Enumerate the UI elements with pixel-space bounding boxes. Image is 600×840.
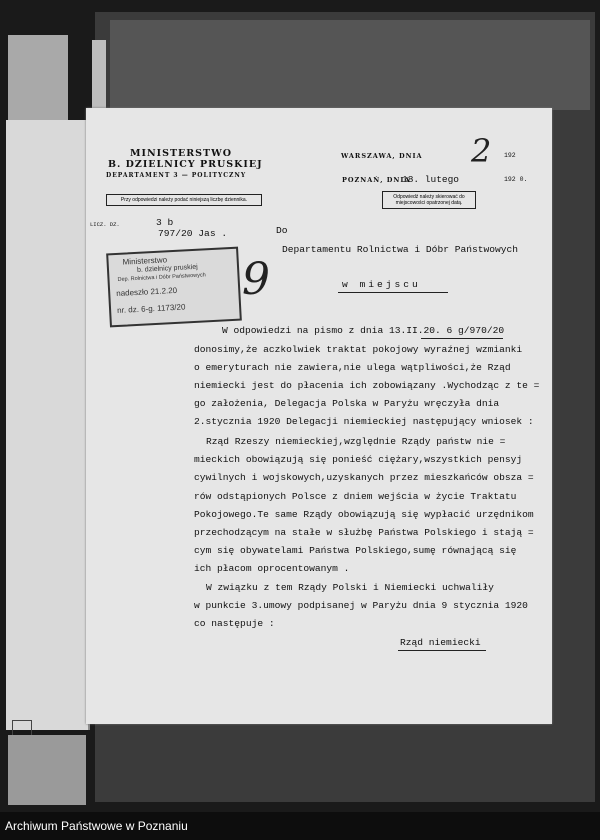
reference-label: LICZ. DZ. [90, 221, 120, 228]
document-sheet [86, 108, 552, 724]
recipient-underline [338, 292, 448, 293]
city-poznan-label: POZNAŃ, DNIA [342, 176, 411, 184]
letterhead-line1: MINISTERSTWO [130, 148, 233, 159]
stamp-line1: Ministerstwo [122, 255, 168, 267]
body-line-10: rów odstąpionych Polsce z dniem wejścia w życie Traktatu [194, 491, 517, 502]
recipient-prefix: Do [276, 225, 288, 236]
closing-underline [398, 650, 486, 651]
body-line-5: go założenia, Delegacja Polska w Paryżu wręczyła dnia [194, 398, 500, 409]
body-line-13: cym się obywatelami Państwa Polskiego,sumę równającą się [194, 545, 517, 556]
handwritten-day-number: 2 [471, 132, 492, 170]
body-line-7: Rząd Rzeszy niemieckiej,względnie Rządy państw nie = [206, 436, 506, 447]
city-warsaw-label: WARSZAWA, DNIA [341, 152, 423, 160]
letter-year: 192 0. [504, 176, 528, 183]
lower-left-panel [8, 735, 86, 805]
archive-footer [0, 812, 600, 840]
letterhead-line2: B. DZIELNICY PRUSKIEJ [108, 159, 263, 170]
body-line-15: W związku z tem Rządy Polski i Niemiecki uchwaliły [206, 582, 494, 593]
archive-credit: Archiwum Państwowe w Poznaniu [5, 819, 188, 833]
background-board-top [110, 20, 590, 110]
stamp-received-date: nadeszło 21.2.20 [116, 285, 178, 299]
letter-date: 18. lutego [402, 174, 460, 185]
body-line-11: Pokojowego.Te same Rządy obowiązują się wypłacić urzędnikom [194, 509, 534, 520]
stamp-line3: Dep. Rolnictwa i Dóbr Państwowych [117, 272, 206, 283]
reference-number: 797/20 Jas . [158, 228, 228, 239]
reference-top: 3 b [156, 217, 174, 228]
body-line-4: niemiecki jest do płacenia ich zobowiązany .Wychodząc z te = [194, 380, 540, 391]
reference-underline [421, 338, 503, 339]
left-folder-strip [8, 35, 68, 125]
stamp-line2: b. dzielnicy pruskiej [136, 263, 198, 274]
body-line-3: o emeryturach nie zawiera,nie ulega wątpliwości,że Rząd [194, 362, 511, 373]
body-line-14: ich płacom oprocentowanym . [194, 563, 350, 574]
recipient-line1: Departamentu Rolnictwa i Dóbr Państwowych [282, 244, 519, 255]
stamp-journal-number: nr. dz. 6-g. 1173/20 [116, 302, 186, 316]
body-line-6: 2.stycznia 1920 Delegacji niemieckiej następujący wniosek : [194, 416, 534, 427]
reply-note-box: Odpowiedź należy skierować do miejscowości opatrzonej datą. [382, 191, 476, 209]
previous-page-edge [6, 120, 90, 730]
body-line-2: donosimy,że aczkolwiek traktat pokojowy wyraźnej wzmianki [194, 344, 523, 355]
reference-note-box: Przy odpowiedzi należy podać niniejszą liczbę dziennika. [106, 194, 262, 206]
body-line-1: W odpowiedzi na pismo z dnia 13.II.20. 6 g/970/20 [222, 325, 505, 336]
recipient-line2: w miejscu [342, 279, 421, 290]
closing-heading: Rząd niemiecki [400, 637, 481, 648]
letterhead-line3: DEPARTAMENT 3 — POLITYCZNY [106, 172, 247, 179]
received-stamp [106, 247, 242, 328]
body-line-9: cywilnych i wojskowych,uzyskanych przez mieszkańców obsza = [194, 472, 534, 483]
handwritten-mark: 9 [242, 254, 270, 305]
body-line-16: w punkcie 3.umowy podpisanej w Paryżu dnia 9 stycznia 1920 [194, 600, 528, 611]
body-line-8: mieckich obowiązują się ponieść ciężary,wszystkich pensyj [194, 454, 523, 465]
body-line-17: co następuje : [194, 618, 275, 629]
body-line-12: przechodzącym na stałe w służbę Państwa Polskiego i stają = [194, 527, 534, 538]
city-warsaw-year: 192 [504, 152, 516, 159]
